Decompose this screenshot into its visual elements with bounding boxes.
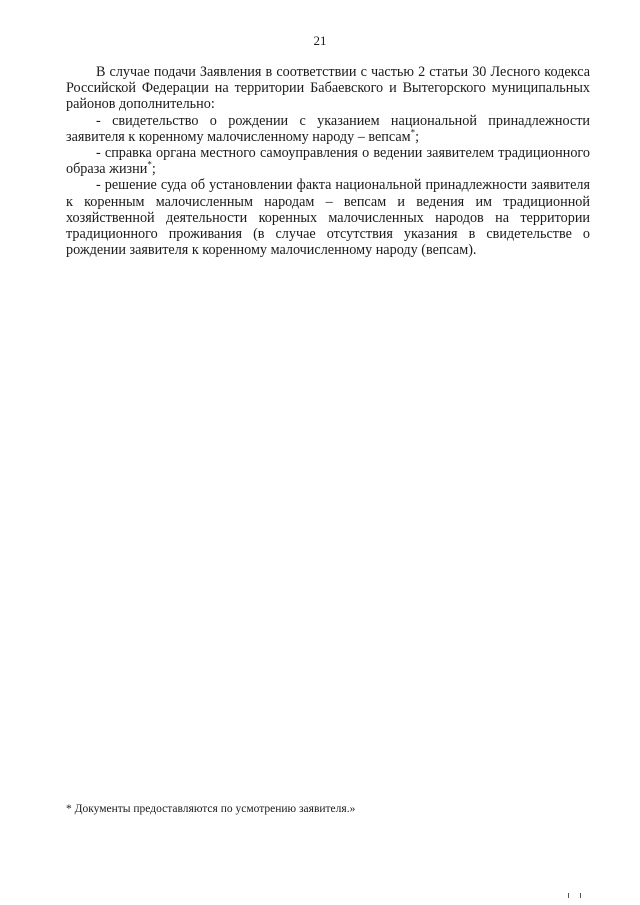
- list-item-birth-certificate: [66, 113, 590, 145]
- paragraph-text: - справка органа местного самоуправления о ведении заявителем традиционного образа жизни: [66, 145, 590, 178]
- paragraph-text: - решение суда об установлении факта национальной принадлежности заявителя к коренным малочисленным народам – вепсам и ведения им традиционной хозяйственной деятельности коренных малочисленных народов на территории традиционного проживания (в случае отсутствия указания в свидетельстве о рождении заявителя к коренному малочисленному народу (вепсам).: [66, 177, 590, 259]
- paragraph-intro: [66, 64, 590, 113]
- footnote: * Документы предоставляются по усмотрению заявителя.»: [66, 803, 356, 815]
- footnote-mark: *: [147, 159, 152, 170]
- paragraph-text: В случае подачи Заявления в соответствии с частью 2 статьи 30 Лесного кодекса Российской Федерации на территории Бабаевского и Вытегорского муниципальных районов дополнительно:: [66, 64, 590, 113]
- scan-mark: [566, 893, 584, 899]
- page-number: 21: [313, 33, 327, 48]
- paragraph-tail: ;: [151, 161, 156, 178]
- list-item-self-government-certificate: [66, 145, 590, 177]
- body-text: [66, 64, 590, 258]
- paragraph-text: - свидетельство о рождении с указанием национальной принадлежности заявителя к коренному малочисленному народу – вепсам: [66, 112, 590, 145]
- list-item-court-decision: [66, 177, 590, 258]
- footnote-mark: *: [410, 127, 416, 138]
- paragraph-tail: ;: [415, 128, 420, 145]
